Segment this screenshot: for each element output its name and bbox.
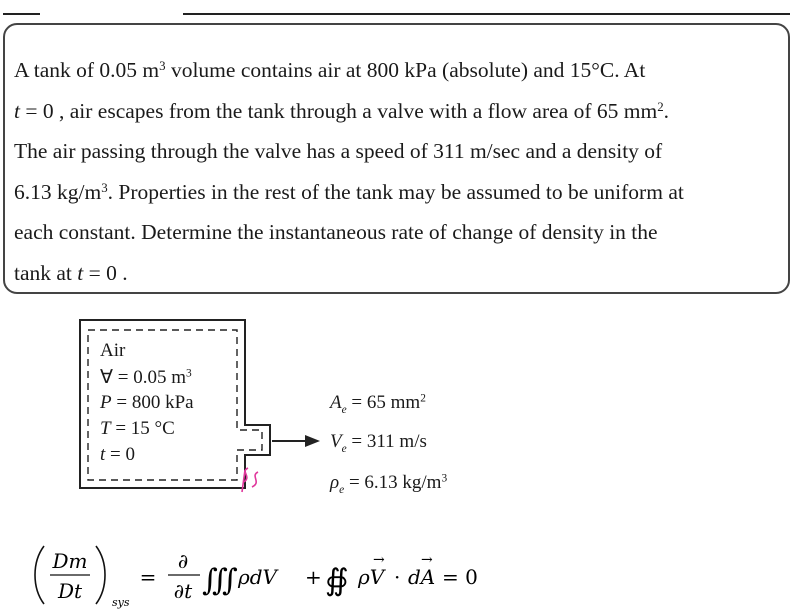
eq-partial-bottom: ∂t bbox=[173, 579, 193, 603]
eq-vector-arrow-v: → bbox=[373, 552, 385, 568]
exit-area-label: $A_e = 65$ $mm^2$ bbox=[330, 392, 426, 416]
eq-rhs-zero: = 0 bbox=[442, 565, 478, 589]
problem-line-2: t = 0 , air escapes from the tank through a valve with a flow area of 65 $mm^2$. bbox=[14, 98, 670, 123]
eq-dot: · bbox=[394, 565, 401, 589]
problem-line-3: The air passing through the valve has a speed of 311 m/sec and a density of bbox=[14, 139, 663, 163]
tank-diagram bbox=[0, 300, 800, 520]
tank-label-volume: ∀ = 0.05 $m^3$ bbox=[100, 367, 192, 388]
eq-numerator-dm: Dm bbox=[52, 549, 88, 573]
eq-integrand-2: ρV bbox=[358, 565, 385, 589]
top-rule-right bbox=[183, 13, 790, 15]
eq-partial-top: ∂ bbox=[177, 549, 189, 573]
eq-plus: + bbox=[305, 565, 322, 589]
eq-dA: dA bbox=[408, 565, 436, 589]
tank-label-pressure: P = 800 kPa bbox=[100, 392, 194, 413]
eq-surface-integral: ∯ bbox=[325, 563, 349, 598]
problem-line-4: 6.13 $kg/m^3$. Properties in the rest of the tank may be assumed to be uniform at bbox=[14, 179, 684, 204]
eq-denominator-dt: Dt bbox=[57, 579, 83, 603]
exit-density-label: $\rho_e = 6.13$ $kg/m^3$ bbox=[330, 472, 448, 496]
outflow-arrow-head bbox=[305, 435, 320, 447]
conservation-equation bbox=[30, 540, 490, 610]
problem-line-5: each constant. Determine the instantaneous rate of change of density in the bbox=[14, 220, 658, 244]
eq-integrand-1: ρdV bbox=[238, 565, 278, 589]
top-rule-left bbox=[3, 13, 40, 15]
eq-left-paren bbox=[35, 546, 44, 604]
tank-label-temperature: T = 15 °C bbox=[100, 418, 175, 439]
tank-label-air: Air bbox=[100, 340, 126, 361]
eq-triple-integral: ∭ bbox=[202, 563, 238, 598]
eq-right-paren bbox=[96, 546, 105, 604]
eq-vector-arrow-a: → bbox=[421, 552, 433, 568]
exit-velocity-label: $V_e = 311$ m/s bbox=[330, 431, 427, 455]
problem-statement bbox=[14, 50, 774, 293]
problem-line-6: tank at t = 0 . bbox=[14, 260, 128, 285]
eq-subscript-sys: sys bbox=[112, 596, 130, 609]
eq-equals-1: = bbox=[139, 565, 157, 589]
tank-label-time: t = 0 bbox=[100, 444, 135, 465]
problem-line-1: A tank of 0.05 $m^3$ volume contains air at 800 kPa (absolute) and 15°C. At bbox=[14, 58, 646, 82]
